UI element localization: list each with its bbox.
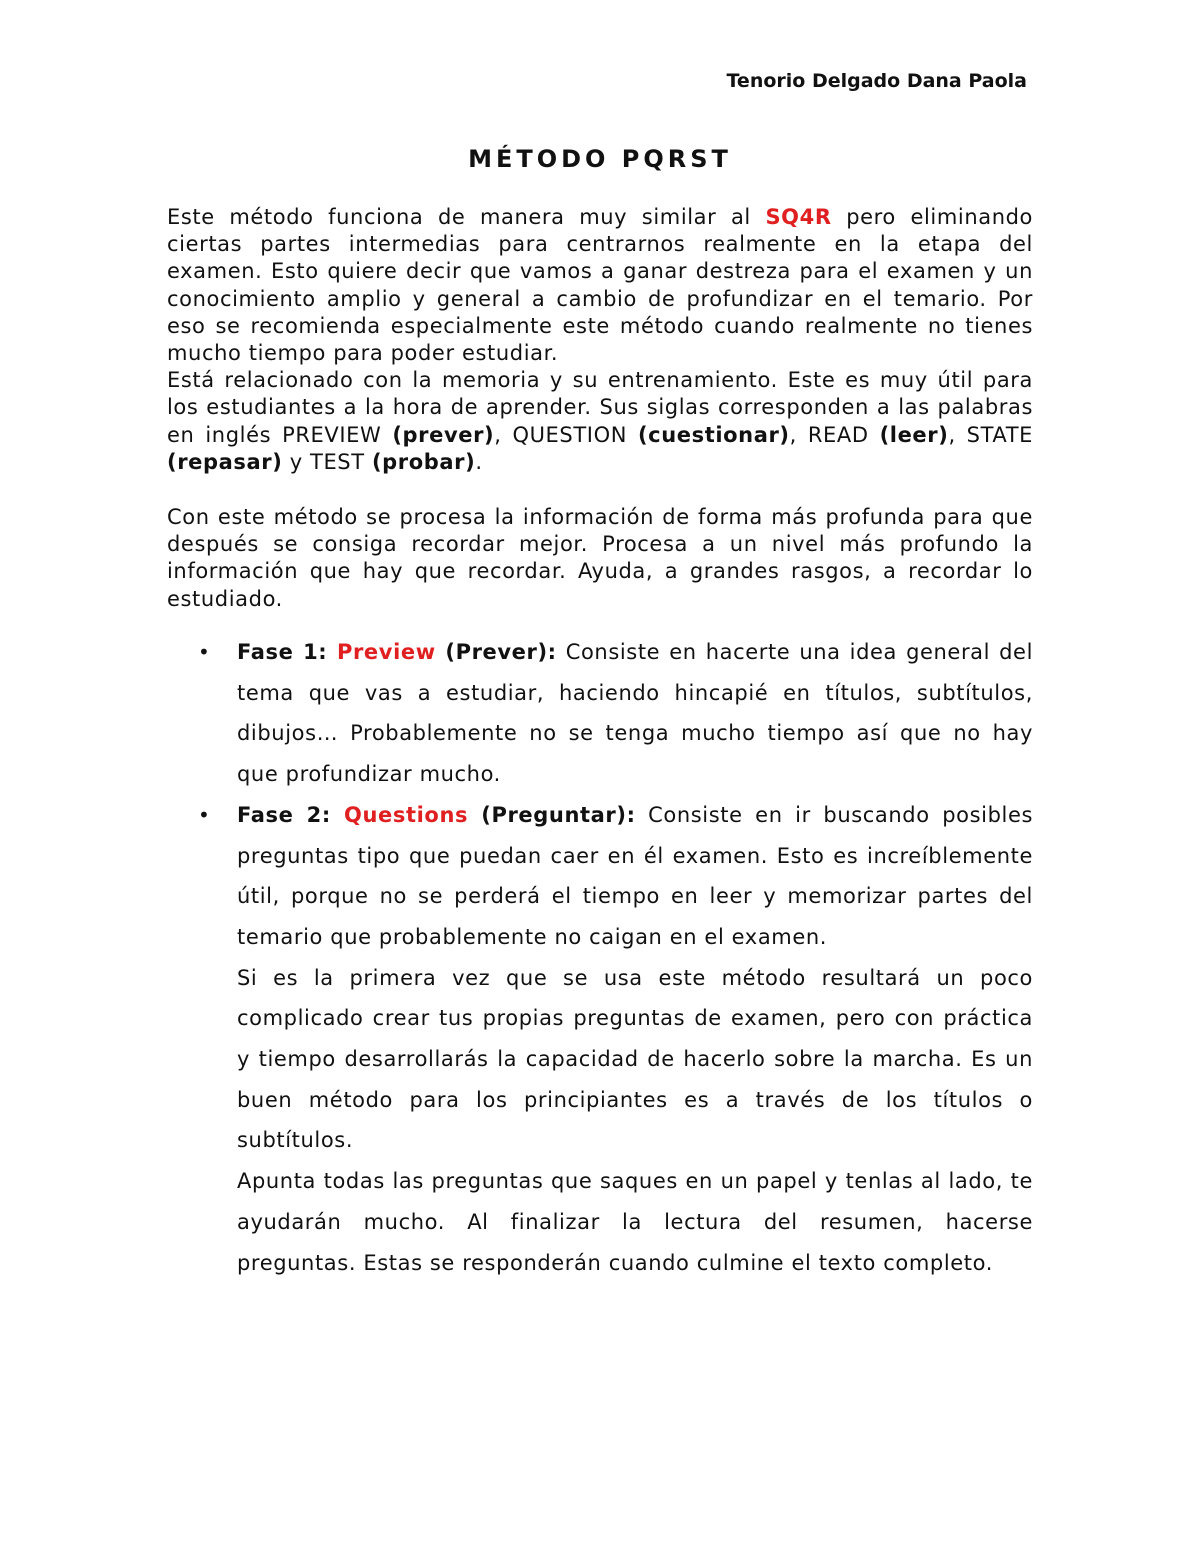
intro-text-2: pero eliminando ciertas partes intermedias para centrarnos realmente en la etapa del examen. Esto quiere decir que vamos a ganar destreza para el examen y un conocimiento amplio y general a cambio de profundizar en el temario. Por eso se recomienda especialmente este método cuando realmente no tienes mucho tiempo para poder estudiar. [167,205,1033,366]
paragraph-acronym [167,367,1033,476]
phase-2-translation: (Preguntar): [468,802,636,827]
paragraph-processing: Con este método se procesa la información de forma más profunda para que después se consiga recordar mejor. Procesa a un nivel más profundo la información que hay que recordar. Ayuda, a grandes rasgos, a recordar lo estudiado. [167,505,1033,611]
bullet-icon: • [198,802,211,827]
document-title: MÉTODO PQRST [468,145,732,173]
acronym-text-5: y TEST [282,449,372,474]
acronym-probar: (probar) [371,449,476,474]
phase-2-extra-2: Apunta todas las preguntas que saques en un papel y tenlas al lado, te ayudarán mucho. Al finalizar la lectura del resumen, hacerse preguntas. Estas se responderán cuando culmine el texto completo. [237,1169,1033,1275]
acronym-text-4: , STATE [948,422,1034,447]
intro-text-1: Este método funciona de manera muy similar al [167,205,766,229]
phase-2-extra-1: Si es la primera vez que se usa este método resultará un poco complicado crear tus propias preguntas de examen, pero con práctica y tiempo desarrollarás la capacidad de hacerlo sobre la marcha. Es un buen método para los principiantes es a través de los títulos o subtítulos. [237,965,1033,1153]
phase-item-1 [198,632,1033,795]
acronym-text-2: , QUESTION [494,422,638,447]
phase-2-description: Consiste en ir buscando posibles preguntas tipo que puedan caer en él examen. Esto es increíblemente útil, porque no se perderá el tiempo en leer y memorizar partes del temario que probablemente no caigan en el examen. [237,802,1034,949]
acronym-repasar: (repasar) [167,449,283,474]
phase-2-name: Questions [344,802,469,827]
acronym-prever: (prever) [392,422,495,447]
sq4r-highlight: SQ4R [765,205,832,229]
phase-1-text [237,632,1033,795]
bullet-icon: • [198,640,211,664]
intro-section [167,204,1033,476]
author-name: Tenorio Delgado Dana Paola [726,70,1027,92]
phase-2-label: Fase 2: [237,802,345,827]
acronym-cuestionar: (cuestionar) [637,422,790,447]
phase-item-2 [198,795,1034,1283]
phase-1-description: Consiste en hacerte una idea general del tema que vas a estudiar, haciendo hincapié en títulos, subtítulos, dibujos… Probablemente no se tenga mucho tiempo así que no hay que profundizar mucho. [237,640,1033,787]
phase-1-translation: (Prever): [435,640,557,664]
acronym-text-6: . [475,449,483,474]
phase-2-text [237,795,1033,958]
acronym-text-1: Está relacionado con la memoria y su entrenamiento. Este es muy útil para los estudiantes a la hora de aprender. Sus siglas corresponden a las palabras en inglés PREVIEW [167,368,1033,447]
phase-1-name: Preview [336,640,436,664]
phase-1-label: Fase 1: [237,640,337,664]
acronym-leer: (leer) [879,422,949,447]
acronym-text-3: , READ [789,422,880,447]
paragraph-intro [167,204,1033,367]
processing-section [167,504,1033,613]
phase-list [198,632,1034,1283]
